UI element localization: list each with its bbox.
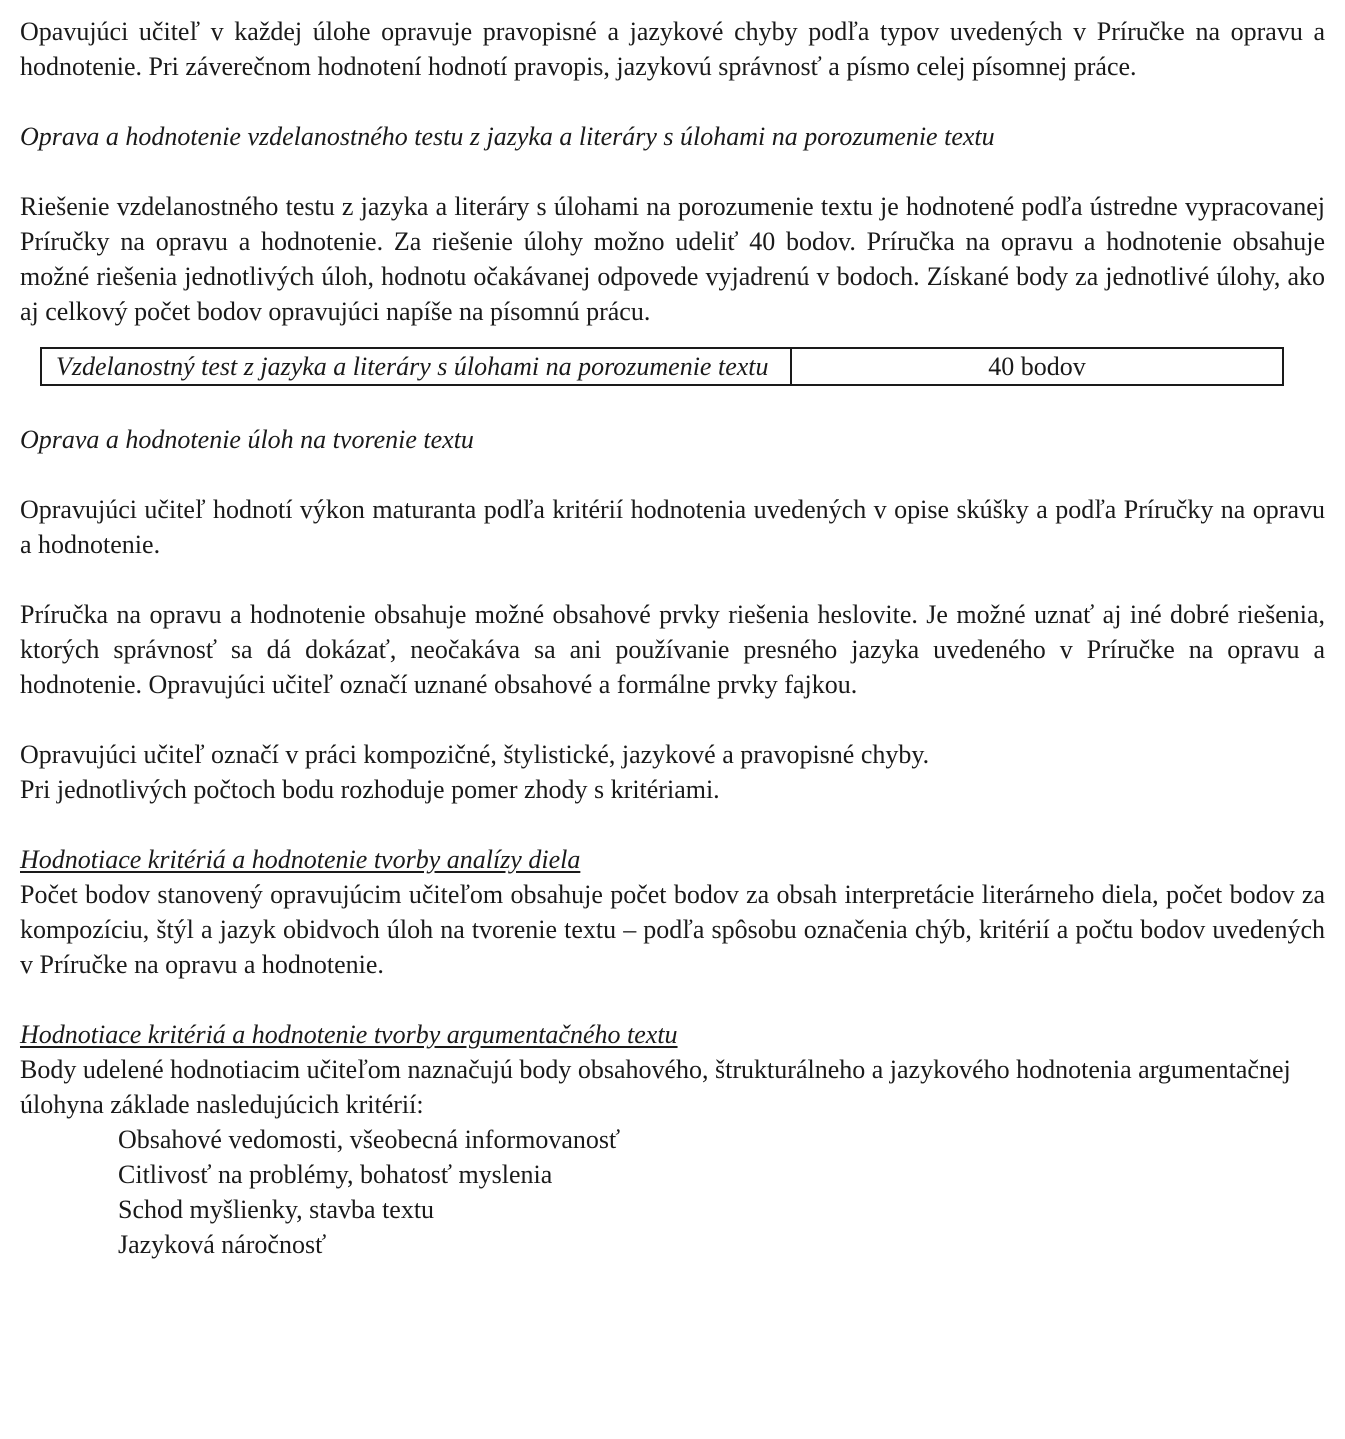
section-heading-analysis-criteria: Hodnotiace kritériá a hodnotenie tvorby analízy diela [20,845,581,874]
score-table [40,347,1284,386]
section-heading-argumentation-criteria: Hodnotiace kritériá a hodnotenie tvorby argumentačného textu [20,1020,678,1049]
list-item: Schod myšlienky, stavba textu [118,1195,435,1224]
criteria-list [20,1122,1325,1262]
analysis-criteria-paragraph: Počet bodov stanovený opravujúcim učiteľom obsahuje počet bodov za obsah interpretácie literárneho diela, počet bodov za kompozíciu, štýl a jazyk obidvoch úloh na tvorenie textu – podľa spôsobu označenia chýb, kritérií a počtu bodov uvedených v Príručke na opravu a hodnotenie. [20,880,1325,979]
list-item: Obsahové vedomosti, všeobecná informovanosť [118,1125,621,1154]
text-creation-paragraph-2: Príručka na opravu a hodnotenie obsahuje možné obsahové prvky riešenia heslovite. Je možné uznať aj iné dobré riešenia, ktorých správnosť sa dá dokázať, neočakáva sa ani používanie presného jazyka uvedeného v Príručke na opravu a hodnotenie. Opravujúci učiteľ označí uznané obsahové a formálne prvky fajkou. [20,600,1325,699]
score-table-label: Vzdelanostný test z jazyka a literáry s úlohami na porozumenie textu [41,348,791,385]
table-row [41,348,1283,385]
score-table-value: 40 bodov [791,348,1283,385]
test-evaluation-paragraph: Riešenie vzdelanostného testu z jazyka a literáry s úlohami na porozumenie textu je hodnotené podľa ústredne vypracovanej Príručky na opravu a hodnotenie. Za riešenie úlohy možno udeliť 40 bodov. Príručka na opravu a hodnotenie obsahuje možné riešenia jednotlivých úloh, hodnotu očakávanej odpovede vyjadrenú v bodoch. Získané body za jednotlivé úlohy, ako aj celkový počet bodov opravujúci napíše na písomnú prácu. [20,192,1325,326]
list-item: Jazyková náročnosť [118,1230,327,1259]
document-page [20,14,1325,1262]
text-creation-paragraph-1: Opravujúci učiteľ hodnotí výkon maturanta podľa kritérií hodnotenia uvedených v opise skúšky a podľa Príručky na opravu a hodnotenie. [20,495,1325,559]
argumentation-criteria-paragraph: Body udelené hodnotiacim učiteľom naznačujú body obsahového, štrukturálneho a jazykového hodnotenia argumentačnej úlohyna základe nasledujúcich kritérií: [20,1055,1291,1119]
section-heading-text-creation: Oprava a hodnotenie úloh na tvorenie textu [20,425,474,454]
text-creation-line-2: Pri jednotlivých počtoch bodu rozhoduje pomer zhody s kritériami. [20,775,720,804]
section-heading-test-evaluation: Oprava a hodnotenie vzdelanostného testu z jazyka a literáry s úlohami na porozumenie textu [20,122,995,151]
list-item: Citlivosť na problémy, bohatosť myslenia [118,1160,553,1189]
text-creation-line-1: Opravujúci učiteľ označí v práci kompozičné, štylistické, jazykové a pravopisné chyby. [20,740,930,769]
intro-paragraph: Opavujúci učiteľ v každej úlohe opravuje pravopisné a jazykové chyby podľa typov uvedených v Príručke na opravu a hodnotenie. Pri záverečnom hodnotení hodnotí pravopis, jazykovú správnosť a písmo celej písomnej práce. [20,17,1325,81]
